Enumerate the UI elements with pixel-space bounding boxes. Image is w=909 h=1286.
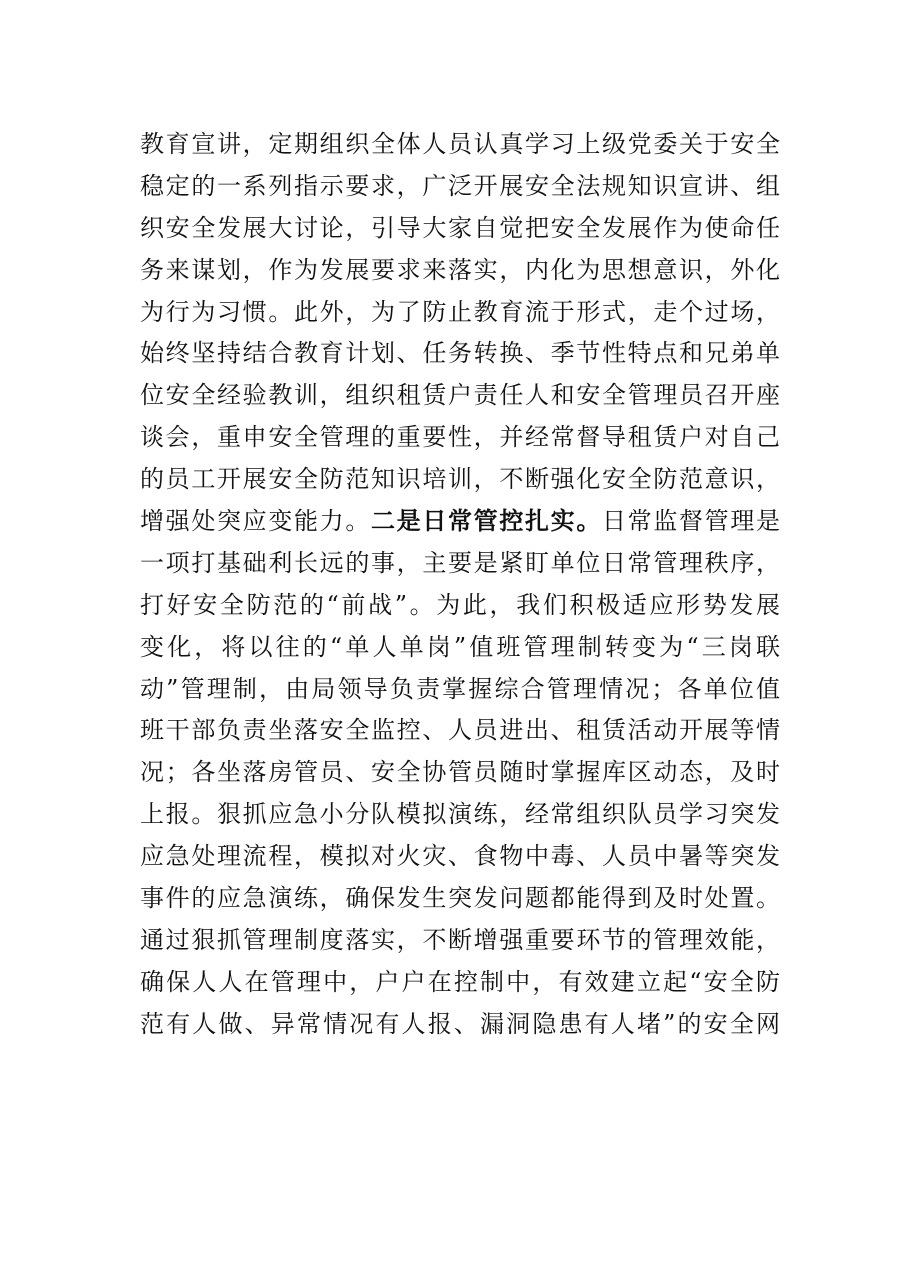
text-line: 稳定的一系列指示要求，广泛开展安全法规知识宣讲、组 bbox=[140, 171, 780, 200]
text-line: 变化，将以往的“单人单岗”值班管理制转变为“三岗联 bbox=[140, 632, 780, 661]
text-line: 应急处理流程，模拟对火灾、食物中毒、人员中暑等突发 bbox=[140, 842, 780, 871]
text-line-with-bold-heading bbox=[140, 501, 780, 541]
text-line: 谈会，重申安全管理的重要性，并经常督导租赁户对自己 bbox=[140, 423, 780, 452]
text-line: 织安全发展大讨论，引导大家自觉把安全发展作为使命任 bbox=[140, 213, 780, 242]
text-line: 上报。狠抓应急小分队模拟演练，经常组织队员学习突发 bbox=[140, 800, 780, 829]
bold-inline-heading: 二是日常管控扎实。 bbox=[371, 507, 602, 536]
text-line: 范有人做、异常情况有人报、漏洞隐患有人堵”的安全网 bbox=[140, 1009, 780, 1038]
text-line: 为行为习惯。此外，为了防止教育流于形式，走个过场， bbox=[140, 297, 780, 326]
text-line: 的员工开展安全防范知识培训，不断强化安全防范意识， bbox=[140, 465, 780, 494]
text-run: 日常监督管理是 bbox=[602, 507, 780, 536]
text-line: 动”管理制，由局领导负责掌握综合管理情况；各单位值 bbox=[140, 674, 780, 703]
text-line: 确保人人在管理中，户户在控制中，有效建立起“安全防 bbox=[140, 967, 780, 996]
text-line: 况；各坐落房管员、安全协管员随时掌握库区动态，及时 bbox=[140, 758, 780, 787]
text-run: 增强处突应变能力。 bbox=[140, 507, 371, 536]
text-line: 教育宣讲，定期组织全体人员认真学习上级党委关于安全 bbox=[140, 130, 780, 158]
body-paragraph bbox=[140, 124, 780, 1046]
text-line: 打好安全防范的“前战”。为此，我们积极适应形势发展 bbox=[140, 590, 780, 619]
text-line: 班干部负责坐落安全监控、人员进出、租赁活动开展等情 bbox=[140, 716, 780, 745]
text-line: 始终坚持结合教育计划、任务转换、季节性特点和兄弟单 bbox=[140, 339, 780, 368]
text-line: 一项打基础利长远的事，主要是紧盯单位日常管理秩序， bbox=[140, 548, 780, 577]
text-line: 务来谋划，作为发展要求来落实，内化为思想意识，外化 bbox=[140, 255, 780, 284]
text-line: 通过狠抓管理制度落实，不断增强重要环节的管理效能， bbox=[140, 925, 780, 954]
text-line: 位安全经验教训，组织租赁户责任人和安全管理员召开座 bbox=[140, 381, 780, 410]
text-line: 事件的应急演练，确保发生突发问题都能得到及时处置。 bbox=[140, 884, 780, 913]
